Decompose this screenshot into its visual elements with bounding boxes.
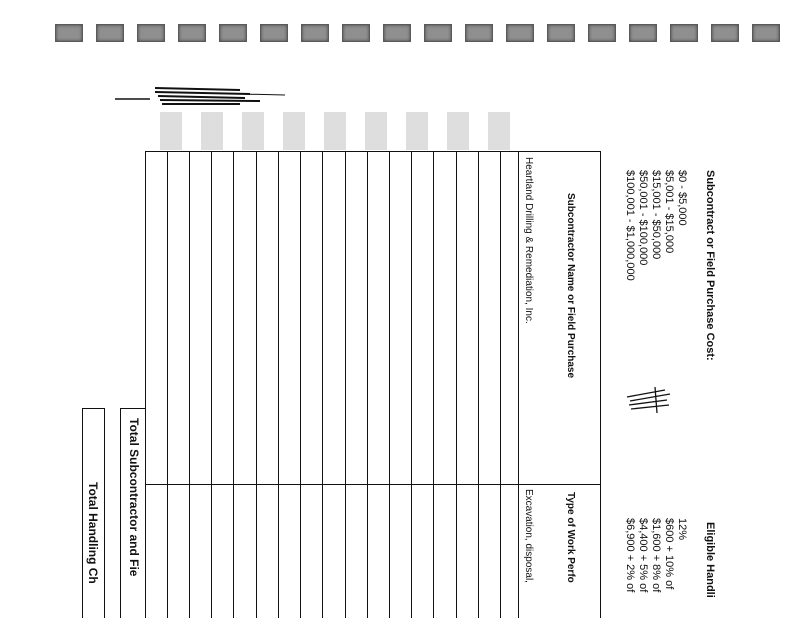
handling-box-border bbox=[82, 408, 83, 618]
table-rule bbox=[211, 151, 212, 618]
cost-range-5: $100,001 - $1,000,000 bbox=[624, 170, 636, 281]
table-border bbox=[600, 151, 601, 618]
punch-hole bbox=[424, 24, 452, 42]
handling-box-border bbox=[82, 408, 104, 409]
table-rule bbox=[411, 151, 412, 618]
punch-hole bbox=[260, 24, 288, 42]
table-top-border bbox=[145, 151, 600, 152]
column-divider bbox=[145, 484, 600, 485]
punch-hole bbox=[711, 24, 739, 42]
table-rule bbox=[278, 151, 279, 618]
totals-box-border bbox=[120, 408, 146, 409]
handling-rate-3: $1,600 + 8% of bbox=[650, 518, 662, 593]
cost-range-1: $0 - $5,000 bbox=[676, 170, 688, 226]
punch-hole bbox=[506, 24, 534, 42]
col-work-header: Type of Work Perfo bbox=[565, 492, 576, 583]
punch-hole bbox=[55, 24, 83, 42]
punch-hole bbox=[96, 24, 124, 42]
shaded-header-band bbox=[160, 112, 510, 150]
punch-hole bbox=[137, 24, 165, 42]
handling-box-border bbox=[104, 408, 105, 618]
cost-title: Subcontract or Field Purchase Cost: bbox=[704, 170, 716, 361]
punch-hole bbox=[301, 24, 329, 42]
total-handling-label: Total Handling Ch bbox=[86, 482, 100, 584]
table-rule bbox=[389, 151, 390, 618]
eligible-handling-header: Eligible Handli bbox=[704, 522, 716, 598]
table-rule bbox=[256, 151, 257, 618]
handling-rate-4: $4,400 + 5% of bbox=[637, 518, 649, 593]
table-rule bbox=[189, 151, 190, 618]
table-rule bbox=[300, 151, 301, 618]
punch-hole bbox=[629, 24, 657, 42]
table-rule bbox=[456, 151, 457, 618]
table-rule bbox=[167, 151, 168, 618]
punch-hole bbox=[752, 24, 780, 42]
table-rule bbox=[518, 151, 519, 618]
handling-rate-1: 12% bbox=[676, 518, 688, 541]
punch-hole bbox=[588, 24, 616, 42]
cost-range-3: $15,001 - $50,000 bbox=[650, 170, 662, 260]
table-rule bbox=[433, 151, 434, 618]
handwritten-scribble bbox=[110, 82, 290, 112]
punch-hole bbox=[219, 24, 247, 42]
table-rule bbox=[500, 151, 501, 618]
handwritten-initials bbox=[625, 385, 675, 415]
punch-hole bbox=[670, 24, 698, 42]
handling-rate-5: $6,900 + 2% of bbox=[624, 518, 636, 593]
col-name-header: Subcontractor Name or Field Purchase bbox=[565, 193, 576, 379]
punch-hole bbox=[342, 24, 370, 42]
cost-range-4: $50,001 - $100,000 bbox=[637, 170, 649, 266]
table-rule bbox=[345, 151, 346, 618]
cost-range-2: $5,001 - $15,000 bbox=[663, 170, 675, 254]
total-subcontractor-label: Total Subcontractor and Fie bbox=[127, 418, 141, 577]
row-1-work: Excavation, disposal, bbox=[523, 489, 534, 583]
totals-box-border bbox=[120, 408, 121, 618]
table-rule bbox=[478, 151, 479, 618]
handling-rate-2: $600 + 10% of bbox=[663, 518, 675, 590]
punch-hole bbox=[178, 24, 206, 42]
row-1-name: Heartland Drilling & Remediation, Inc. bbox=[523, 157, 534, 324]
table-rule bbox=[367, 151, 368, 618]
binder-punch-strip bbox=[0, 0, 800, 50]
table-rule bbox=[322, 151, 323, 618]
table-border bbox=[145, 151, 146, 618]
punch-hole bbox=[465, 24, 493, 42]
punch-hole bbox=[547, 24, 575, 42]
table-rule bbox=[233, 151, 234, 618]
punch-hole bbox=[383, 24, 411, 42]
